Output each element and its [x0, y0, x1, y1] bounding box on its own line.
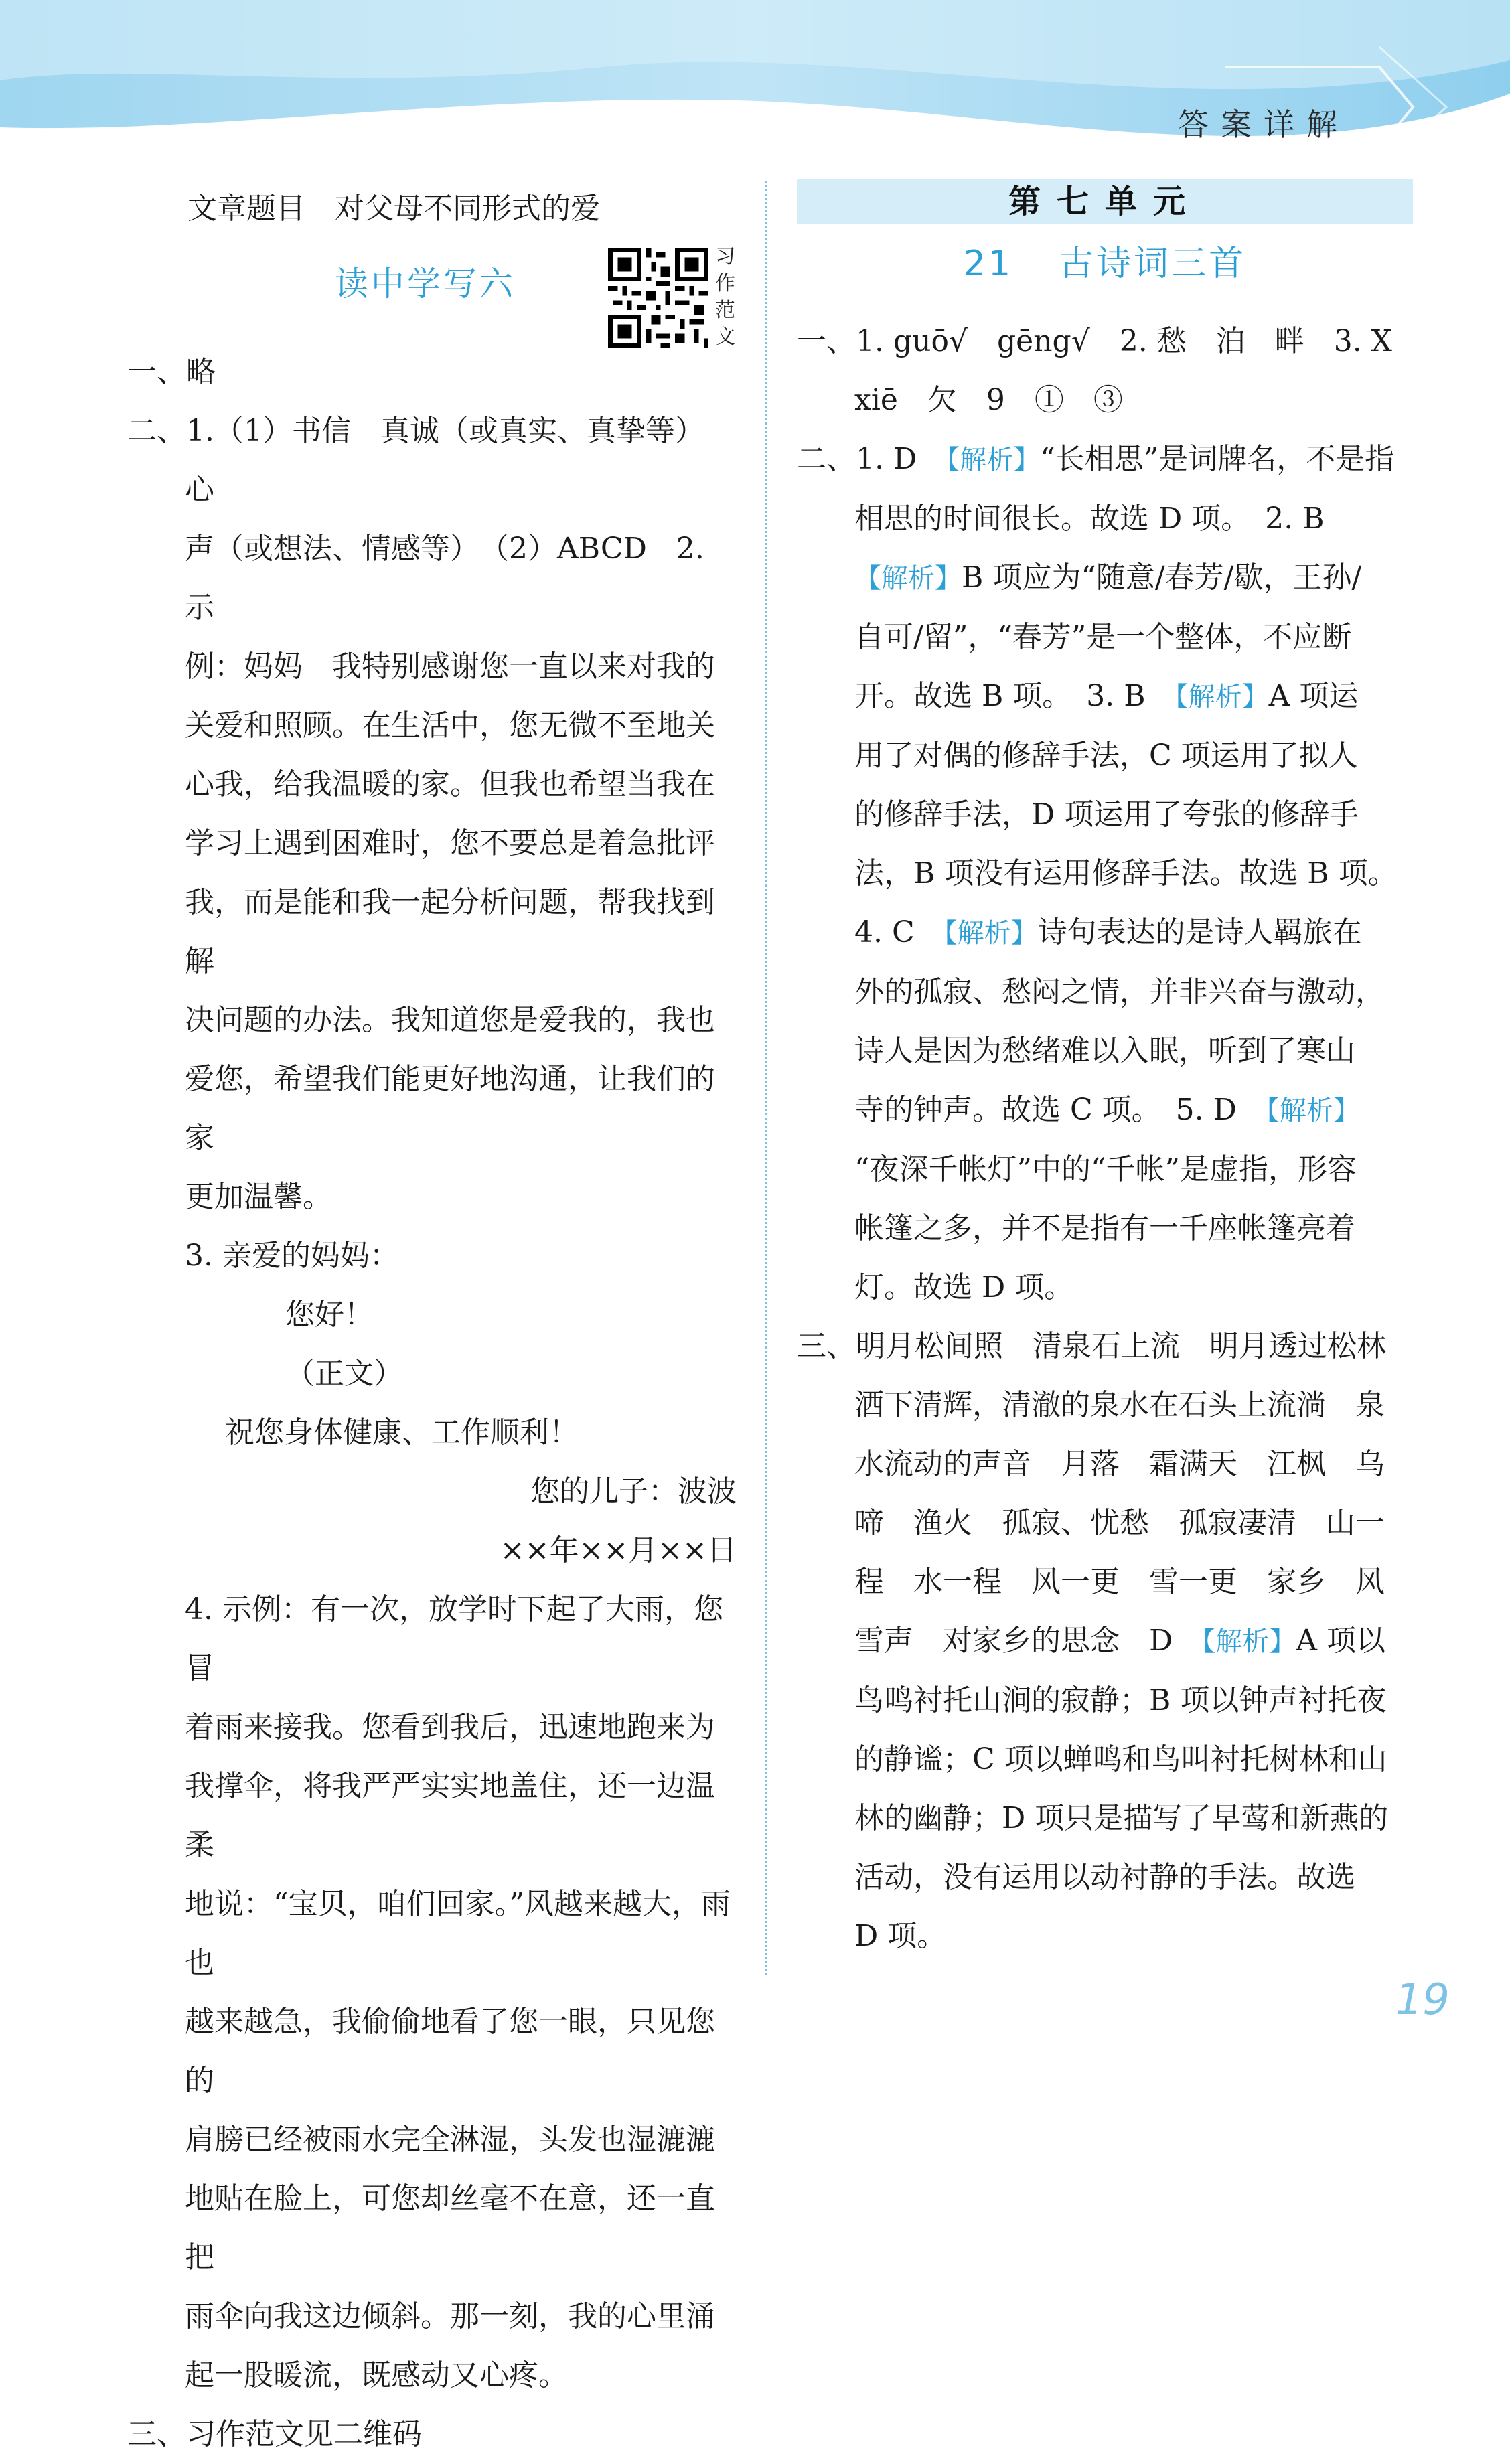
- letter-greeting: 您好！: [285, 1298, 374, 1332]
- lesson-title: [797, 224, 1413, 304]
- text-line: [854, 489, 1413, 548]
- analysis-tag: 【解析】: [946, 445, 1041, 475]
- text-line: [854, 1140, 1413, 1199]
- text-line: xiē 欠 9 ① ③: [854, 383, 1123, 417]
- header-title: 答案详解: [1178, 106, 1349, 143]
- line-text: 的修辞手法，D 项运用了夸张的修辞手: [854, 797, 1359, 832]
- part-mark: 一、: [127, 355, 186, 389]
- line-text: 雪声 对家乡的思念 D: [854, 1624, 1203, 1658]
- line-text: “长相思”是词牌名，不是指: [1040, 442, 1395, 476]
- line-text: A 项运: [1268, 679, 1359, 713]
- line-text: 自可/留”，“春芳”是一个整体，不应断: [854, 620, 1352, 654]
- unit-banner: 第七单元: [797, 179, 1413, 224]
- line-text: 二、1. D: [797, 442, 947, 476]
- line-text: 雨伞向我这边倾斜。那一刻，我的心里涌: [185, 2299, 715, 2333]
- line-text: 洒下清辉，清澈的泉水在石头上流淌 泉: [854, 1388, 1385, 1422]
- answer-part-1: [127, 343, 737, 402]
- answer-part-2: [127, 402, 737, 1227]
- line-text: 开。故选 B 项。 3. B: [854, 679, 1175, 713]
- qr-code: [608, 248, 708, 348]
- text-line: [854, 963, 1413, 1022]
- line-text: 4. 示例：有一次，放学时下起了大雨，您冒: [185, 1592, 723, 1685]
- line-text: 活动，没有运用以动衬静的手法。故选: [854, 1860, 1355, 1894]
- answer-q4: [185, 1580, 737, 2405]
- letter-answer: [185, 1227, 737, 1580]
- qr-label: 习作范文: [715, 245, 735, 349]
- text-line: [854, 608, 1413, 667]
- line-text: 寺的钟声。故选 C 项。 5. D: [854, 1093, 1266, 1127]
- lesson-name: 古诗词三首: [1059, 244, 1247, 284]
- line-text: 鸟鸣衬托山涧的寂静；B 项以钟声衬托夜: [854, 1683, 1387, 1717]
- right-column: [797, 179, 1413, 1966]
- letter-signature: 您的儿子：波波: [530, 1474, 737, 1509]
- letter-date: ××年××月××日: [500, 1533, 737, 1567]
- line-text: 声（或想法、情感等） （2）ABCD 2. 示: [185, 532, 704, 625]
- line-text: B 项应为“随意/春芳/歇，王孙/: [962, 560, 1362, 595]
- line-text: 着雨来接我。您看到我后，迅速地跑来为: [185, 1710, 715, 1744]
- analysis-tag: 【解析】: [1175, 682, 1269, 712]
- text-line: [854, 1671, 1413, 1730]
- text-line: 一、1. guō√ gēng√ 2. 愁 泊 畔 3. X: [797, 324, 1393, 358]
- line-text: 诗句表达的是诗人羁旅在: [1037, 915, 1362, 949]
- right-part-1: [797, 312, 1413, 430]
- line-text: 决问题的办法。我知道您是爱我的，我也: [185, 1003, 715, 1037]
- text-line: [854, 785, 1413, 844]
- line-text: 啼 渔火 孤寂、忧愁 孤寂凄清 山一: [854, 1506, 1385, 1540]
- line-text: 帐篷之多，并不是指有一千座帐篷亮着: [854, 1211, 1355, 1245]
- line-text: 程 水一程 风一更 雪一更 家乡 风: [854, 1565, 1385, 1599]
- text-line: [854, 1435, 1413, 1494]
- text-line: [854, 667, 1413, 726]
- line-text: D 项。: [854, 1919, 947, 1953]
- letter-wish: 祝您身体健康、工作顺利！: [225, 1415, 579, 1450]
- part-text: 略: [186, 355, 216, 389]
- line-text: 三、明月松间照 清泉石上流 明月透过松林: [797, 1329, 1386, 1363]
- line-text: 越来越急，我偷偷地看了您一眼，只见您的: [185, 2005, 715, 2098]
- line-text: 地贴在脸上，可您却丝毫不在意，还一直把: [185, 2181, 715, 2275]
- letter-question: 3. 亲爱的妈妈：: [185, 1239, 399, 1273]
- right-answers: [797, 312, 1413, 1966]
- line-text: 学习上遇到困难时，您不要总是着急批评: [185, 826, 715, 860]
- text-line: [854, 1730, 1413, 1789]
- line-text: 相思的时间很长。故选 D 项。 2. B: [854, 502, 1325, 536]
- section-heading: [127, 244, 737, 349]
- topic-line: 文章题目 对父母不同形式的爱: [187, 191, 600, 226]
- line-text: 我，而是能和我一起分析问题，帮我找到解: [185, 885, 715, 978]
- text-line: [854, 844, 1413, 903]
- page-number: 19: [1395, 1975, 1450, 2025]
- line-text: 起一股暖流，既感动又心疼。: [185, 2358, 568, 2392]
- line-text: A 项以: [1296, 1624, 1386, 1658]
- text-line: [797, 430, 1413, 489]
- line-text: 我撑伞，将我严严实实地盖住，还一边温柔: [185, 1769, 715, 1862]
- text-line: [854, 1494, 1413, 1553]
- text-line: [854, 1199, 1413, 1258]
- line-text: 灯。故选 D 项。: [854, 1270, 1074, 1304]
- lesson-number: 21: [963, 244, 1014, 284]
- text-line: [854, 1612, 1413, 1671]
- text-line: [854, 1907, 1413, 1966]
- text-line: [854, 726, 1413, 785]
- line-text: 林的幽静；D 项只是描写了早莺和新燕的: [854, 1801, 1389, 1835]
- part-mark: 二、: [127, 414, 186, 448]
- text-line: [127, 402, 737, 520]
- line-text: “夜深千帐灯”中的“千帐”是虚指，形容: [854, 1152, 1357, 1186]
- line-text: 水流动的声音 月落 霜满天 江枫 乌: [854, 1447, 1385, 1481]
- line-text: 地说：“宝贝，咱们回家。”风越来越大，雨也: [185, 1887, 731, 1980]
- analysis-tag: 【解析】: [854, 563, 962, 594]
- line-text: 法，B 项没有运用修辞手法。故选 B 项。: [854, 856, 1398, 891]
- right-part-2: [797, 430, 1413, 1317]
- part-text: 习作范文见二维码: [186, 2417, 422, 2451]
- letter-body: （正文）: [285, 1357, 403, 1391]
- part-mark: 三、: [127, 2417, 186, 2451]
- text-line: [854, 1789, 1413, 1848]
- answer-part-3: [127, 2405, 737, 2464]
- right-part-3: [797, 1317, 1413, 1966]
- line-text: 4. C: [854, 915, 944, 949]
- line-text: 更加温馨。: [185, 1180, 332, 1214]
- text-line: [854, 1081, 1413, 1140]
- text-line: [797, 1317, 1413, 1376]
- left-column: [127, 179, 737, 2464]
- line-text: 心我，给我温暖的家。但我也希望当我在: [185, 767, 715, 801]
- text-line: [854, 548, 1413, 608]
- line-text: 肩膀已经被雨水完全淋湿，头发也湿漉漉: [185, 2123, 715, 2157]
- text-line: [854, 903, 1413, 963]
- text-line: [854, 1553, 1413, 1612]
- line-text: 1.（1）书信 真诚（或真实、真挚等） 心: [185, 414, 719, 507]
- section-title: 读中学写六: [335, 264, 516, 303]
- analysis-tag: 【解析】: [943, 918, 1038, 949]
- column-divider: [765, 181, 767, 1975]
- line-text: 诗人是因为愁绪难以入眠，听到了寒山: [854, 1034, 1355, 1068]
- line-text: 例：妈妈 我特别感谢您一直以来对我的: [185, 649, 715, 684]
- text-line: [854, 1848, 1413, 1907]
- line-text: 用了对偶的修辞手法，C 项运用了拟人: [854, 739, 1358, 773]
- header-banner: [0, 0, 1510, 181]
- text-line: [854, 1376, 1413, 1435]
- analysis-tag: 【解析】: [1266, 1095, 1360, 1126]
- text-line: [854, 1022, 1413, 1081]
- line-text: 的静谧；C 项以蝉鸣和鸟叫衬托树林和山: [854, 1742, 1387, 1776]
- text-line: [854, 1258, 1413, 1317]
- line-text: 爱您，希望我们能更好地沟通，让我们的家: [185, 1062, 715, 1155]
- line-text: 关爱和照顾。在生活中，您无微不至地关: [185, 708, 715, 743]
- line-text: 外的孤寂、愁闷之情，并非兴奋与激动，: [854, 975, 1385, 1009]
- analysis-tag: 【解析】: [1202, 1626, 1296, 1657]
